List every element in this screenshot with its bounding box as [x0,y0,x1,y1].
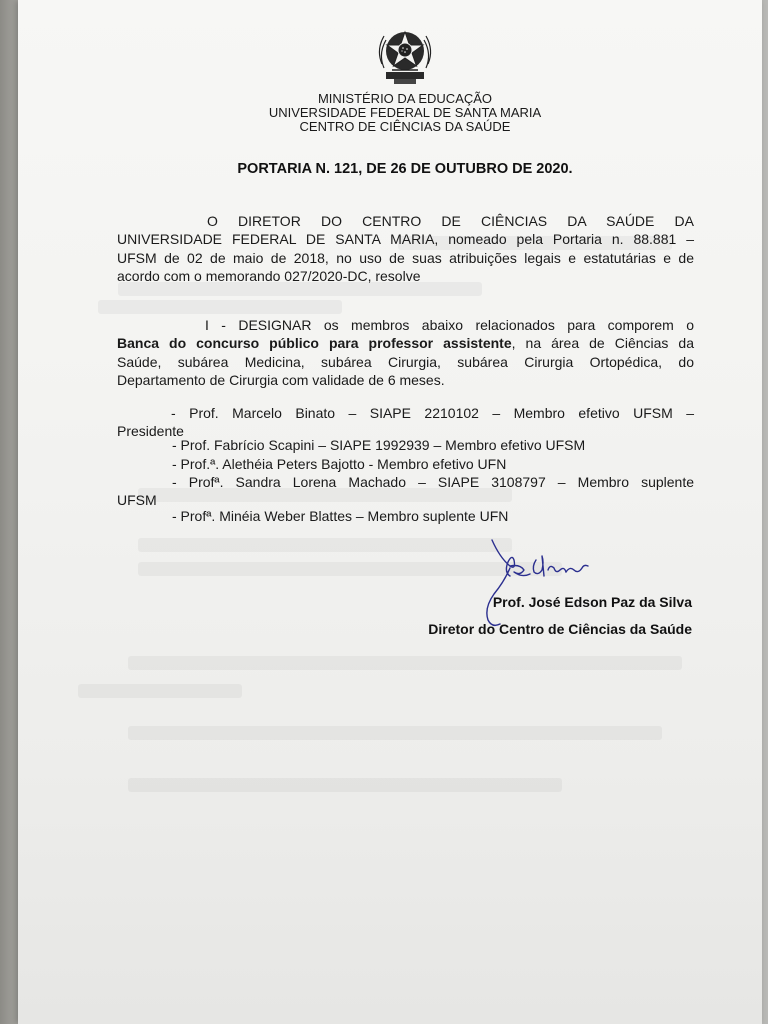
bleed-through [98,300,342,314]
member-3: - Prof.ª. Alethéia Peters Bajotto - Membro efetivo UFN [172,456,507,472]
article-line: Departamento de Cirurgia com validade de 6 meses. [117,371,445,388]
preamble-line: O DIRETOR DO CENTRO DE CIÊNCIAS DA SAÚDE DA [207,213,694,229]
article-line: I - DESIGNAR os membros abaixo relacionados para comporem o [205,317,694,333]
member-4 [117,473,694,510]
article-line: Saúde, subárea Medicina, subárea Cirurgia, subárea Cirurgia Ortopédica, do [117,353,694,370]
bleed-through [128,726,662,740]
member-line: - Prof. Marcelo Binato – SIAPE 2210102 – Membro efetivo UFSM – [171,405,694,421]
member-line: Presidente [117,423,184,440]
coat-of-arms-icon [372,20,438,90]
header-ministry: MINISTÉRIO DA EDUCAÇÃO [317,91,493,106]
article-highlight: Banca do concurso público para professor assistente [117,335,512,352]
preamble-line: UNIVERSIDADE FEDERAL DE SANTA MARIA, nomeado pela Portaria n. 88.881 – [117,231,694,248]
member-line: - Profª. Sandra Lorena Machado – SIAPE 3108797 – Membro suplente [172,474,694,490]
article-line [117,334,694,352]
signatory-role: Diretor do Centro de Ciências da Saúde [428,621,692,637]
document-title: PORTARIA N. 121, DE 26 DE OUTUBRO DE 2020. [237,161,573,177]
bleed-through [128,656,682,670]
member-line: UFSM [117,492,157,509]
header-university: UNIVERSIDADE FEDERAL DE SANTA MARIA [268,105,542,120]
header-center: CENTRO DE CIÊNCIAS DA SAÚDE [299,119,511,134]
bleed-through [128,778,562,792]
table-surface-left [0,0,20,1024]
preamble-line: acordo com o memorando 027/2020-DC, resolve [117,267,421,284]
bleed-through [138,538,512,552]
preamble-paragraph [117,212,694,285]
preamble-line: UFSM de 02 de maio de 2018, no uso de suas atribuições legais e estatutárias e de [117,249,694,266]
article-line-rest: , na área de Ciências da [511,335,695,352]
member-2: - Prof. Fabrício Scapini – SIAPE 1992939 – Membro efetivo UFSM [172,437,586,453]
signatory-name: Prof. José Edson Paz da Silva [492,594,692,610]
article-paragraph [117,316,694,389]
bleed-through [78,684,242,698]
member-1 [117,404,694,441]
member-5: - Profª. Minéia Weber Blattes – Membro suplente UFN [172,508,509,524]
